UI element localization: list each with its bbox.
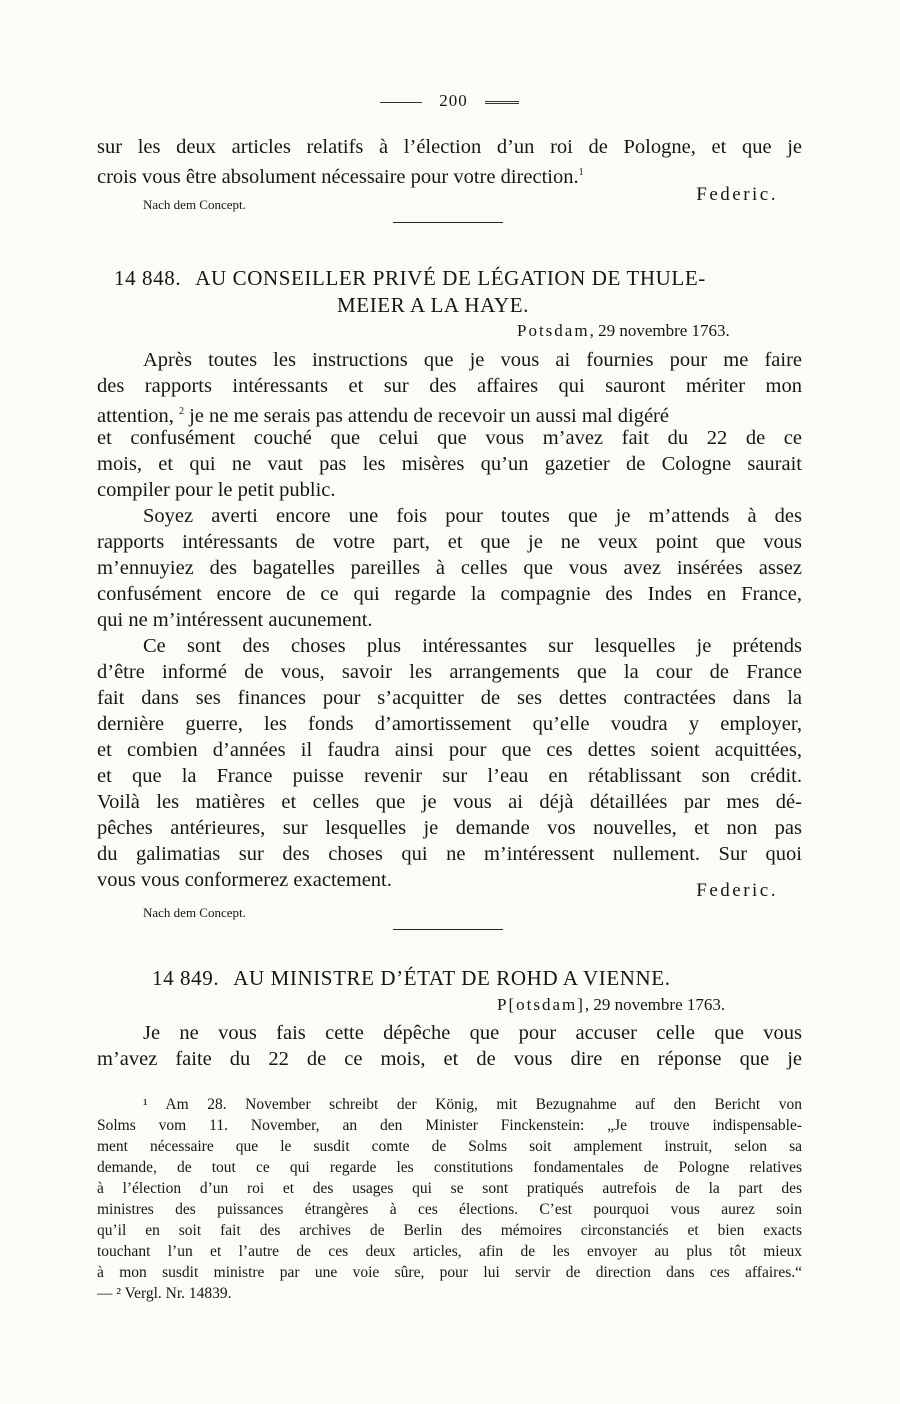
footnote-line: ministres des puissances étrangères à ces élections. C’est pourquoi vous aurez soin [97, 1201, 802, 1218]
body-line: Après toutes les instructions que je vous ai fournies pour me faire [143, 349, 802, 371]
body-line: pêches antérieures, sur lesquelles je demande vos nouvelles, et non pas [97, 817, 802, 839]
footnote-line: demande, de tout ce qui regarde les constitutions fondamentales de Pologne relatives [97, 1159, 802, 1176]
body-line: m’avez faite du 22 de ce mois, et de vous dire en réponse que je [97, 1048, 802, 1070]
body-line: qui ne m’intéressent aucunement. [97, 609, 373, 631]
dateline-place: P[otsdam] [497, 995, 585, 1014]
source-note: Nach dem Concept. [143, 197, 246, 212]
dateline-date: , 29 novembre 1763. [589, 321, 730, 340]
body-line: et confusément couché que celui que vous m’avez fait du 22 de ce [97, 427, 802, 449]
letter-heading-cont: MEIER A LA HAYE. [337, 293, 530, 317]
body-line: Ce sont des choses plus intéressantes sur lesquelles je prétends [143, 635, 802, 657]
dateline [517, 318, 730, 344]
body-line: d’être informé de vous, savoir les arrangements que la cour de France [97, 661, 802, 683]
footnote-line: qu’il en soit fait des archives de Berlin des mémoires circonstanciés et bien exacts [97, 1222, 802, 1239]
signature: Federic. [696, 880, 778, 901]
section-divider [393, 222, 503, 223]
body-line: Je ne vous fais cette dépêche que pour accuser celle que vous [143, 1022, 802, 1044]
dateline [497, 992, 725, 1018]
dateline-date: , 29 novembre 1763. [584, 995, 726, 1014]
body-line: et que la France puisse revenir sur l’eau en rétablissant son crédit. [97, 765, 802, 787]
letter-title: AU MINISTRE D’ÉTAT DE ROHD A VIENNE. [233, 966, 671, 990]
signature: Federic. [696, 184, 778, 205]
footnote-line: ¹ Am 28. November schreibt der König, mit Bezugnahme auf den Bericht von [143, 1096, 802, 1113]
section-divider [393, 929, 503, 930]
letter-title: AU CONSEILLER PRIVÉ DE LÉGATION DE THULE- [195, 266, 706, 290]
letter-heading [97, 265, 802, 292]
body-line: dernière guerre, les fonds d’amortissement qu’elle voudra y employer, [97, 713, 802, 735]
body-line: attention, $^2$ je ne me serais pas attendu de recevoir un aussi mal digéré [97, 404, 669, 427]
footnote-ref: 1 [578, 167, 584, 178]
body-line: Voilà les matières et celles que je vous ai déjà détaillées par mes dé- [97, 791, 802, 813]
letter-number: 14 848. [114, 266, 182, 290]
body-line: sur les deux articles relatifs à l’élection d’un roi de Pologne, et que je [97, 136, 802, 158]
footnote-line: Solms vom 11. November, an den Minister Finckenstein: „Je trouve indispensable- [97, 1117, 802, 1134]
letter-number: 14 849. [152, 966, 220, 990]
letter-heading [97, 965, 802, 992]
body-line: crois vous être absolument nécessaire pour votre direction.$^1$ [97, 165, 584, 188]
footnote-line: à l’élection d’un roi et des usages qui se sont pratiqués autrefois de la part des [97, 1180, 802, 1197]
dateline-place: Potsdam [517, 321, 590, 340]
body-line: compiler pour le petit public. [97, 479, 336, 501]
body-line: mois, et qui ne vaut pas les misères qu’un gazetier de Cologne saurait [97, 453, 802, 475]
body-line: m’ennuyiez des bagatelles pareilles à celles que vous avez insérées assez [97, 557, 802, 579]
page-number: 200 [439, 91, 468, 110]
body-line: et combien d’années il faudra ainsi pour que ces dettes soient acquittées, [97, 739, 802, 761]
source-note: Nach dem Concept. [143, 905, 246, 920]
footnote-line: touchant l’un et l’autre de ces deux articles, afin de les envoyer au plus tôt mieux [97, 1243, 802, 1260]
body-line: fait dans ses finances pour s’acquitter de ses dettes contractées dans la [97, 687, 802, 709]
body-line: confusément encore de ce qui regarde la compagnie des Indes en France, [97, 583, 802, 605]
body-line: vous vous conformerez exactement. [97, 869, 392, 891]
body-line: du galimatias sur des choses qui ne m’intéressent nullement. Sur quoi [97, 843, 802, 865]
footnote-line: ment nécessaire que le susdit comte de Solms soit amplement instruit, selon sa [97, 1138, 802, 1155]
body-line: Soyez averti encore une fois pour toutes que je m’attends à des [143, 505, 802, 527]
page-header [97, 91, 802, 111]
footnote-line: — ² Vergl. Nr. 14839. [97, 1285, 232, 1302]
body-line: des rapports intéressants et sur des affaires qui sauront mériter mon [97, 375, 802, 397]
header-rule-right [485, 101, 519, 104]
body-line: rapports intéressants de votre part, et que je ne veux point que vous [97, 531, 802, 553]
footnote-ref: 2 [178, 406, 184, 417]
header-rule-left [380, 102, 422, 103]
footnote-line: à mon susdit ministre par une voie sûre, pour lui servir de direction dans ces affaires.“ [97, 1264, 802, 1281]
